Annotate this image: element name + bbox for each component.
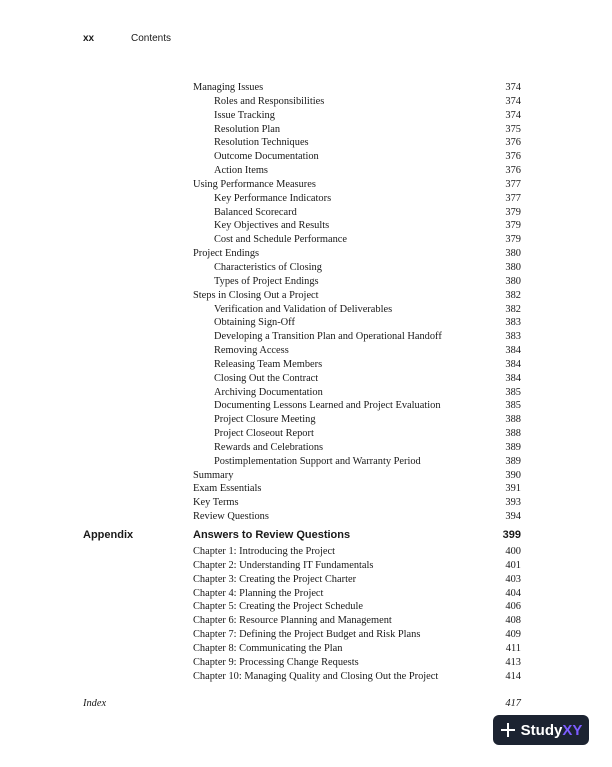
toc-entry-page: 409 bbox=[505, 629, 521, 641]
toc-entry-page: 383 bbox=[505, 331, 521, 343]
toc-entry-title: Chapter 10: Managing Quality and Closing Out the Project bbox=[193, 670, 439, 682]
toc-entry-title: Project Closure Meeting bbox=[214, 414, 316, 426]
toc-entry[interactable] bbox=[193, 164, 521, 178]
toc-entry-title: Roles and Responsibilities bbox=[214, 95, 325, 107]
toc-entry-page: 413 bbox=[505, 656, 521, 668]
badge-text-main: Study bbox=[520, 721, 563, 739]
toc-entry-page: 384 bbox=[505, 372, 521, 384]
toc-entry-page: 374 bbox=[505, 95, 521, 107]
toc-entry[interactable] bbox=[193, 219, 521, 233]
toc-entry-page: 388 bbox=[505, 428, 521, 440]
toc-entry-title: Characteristics of Closing bbox=[214, 261, 322, 273]
toc-entry-page: 375 bbox=[505, 123, 521, 135]
toc-entry[interactable] bbox=[193, 123, 521, 137]
badge-text-accent: XY bbox=[562, 721, 583, 739]
toc-entry[interactable] bbox=[193, 441, 521, 455]
toc-entry-title: Balanced Scorecard bbox=[214, 206, 297, 218]
toc-entry-page: 380 bbox=[505, 275, 521, 287]
toc-entry[interactable] bbox=[193, 600, 521, 614]
toc-entry-title: Key Performance Indicators bbox=[214, 192, 332, 204]
toc-entry-title: Verification and Validation of Deliverables bbox=[214, 303, 393, 315]
toc-entry-page: 393 bbox=[505, 497, 521, 509]
toc-entry[interactable] bbox=[193, 192, 521, 206]
toc-entry[interactable] bbox=[193, 656, 521, 670]
toc-entry-page: 379 bbox=[505, 206, 521, 218]
toc-entry-title: Resolution Plan bbox=[214, 123, 281, 135]
toc-entry-title: Action Items bbox=[214, 165, 268, 177]
toc-entry-title: Chapter 7: Defining the Project Budget and Risk Plans bbox=[193, 629, 421, 641]
toc-entry-title: Chapter 8: Communicating the Plan bbox=[193, 642, 343, 654]
toc-entry-page: 408 bbox=[505, 615, 521, 627]
toc-entry[interactable] bbox=[193, 573, 521, 587]
toc-entry[interactable] bbox=[193, 178, 521, 192]
toc-entry-title: Chapter 1: Introducing the Project bbox=[193, 546, 335, 557]
toc-entry-page: 380 bbox=[505, 261, 521, 273]
toc-entry-page: 384 bbox=[505, 345, 521, 357]
toc-entry-title: Issue Tracking bbox=[214, 109, 275, 121]
toc-entry-title: Resolution Techniques bbox=[214, 137, 309, 149]
toc-entry-title: Obtaining Sign-Off bbox=[214, 317, 295, 329]
toc-entry[interactable] bbox=[193, 628, 521, 642]
toc-entry-page: 376 bbox=[505, 137, 521, 149]
toc-entry-title: Summary bbox=[193, 469, 234, 481]
toc-entry-title: Chapter 3: Creating the Project Charter bbox=[193, 573, 357, 585]
toc-entry-page: 374 bbox=[505, 109, 521, 121]
toc-entry-title: Rewards and Celebrations bbox=[214, 441, 324, 453]
toc-entry-page: 406 bbox=[505, 601, 521, 613]
toc-entry-title: Managing Issues bbox=[193, 82, 264, 93]
appendix-label: Appendix bbox=[83, 529, 134, 541]
toc-entry-page: 380 bbox=[505, 248, 521, 260]
toc-entry[interactable] bbox=[193, 289, 521, 303]
index-entry[interactable] bbox=[83, 697, 521, 711]
toc-entry-page: 377 bbox=[505, 192, 521, 204]
index-label: Index bbox=[83, 698, 107, 709]
toc-entry-title: Exam Essentials bbox=[193, 483, 262, 495]
toc-entry[interactable] bbox=[193, 614, 521, 628]
toc-entry-page: 374 bbox=[505, 82, 521, 93]
toc-entry-title: Releasing Team Members bbox=[214, 358, 323, 370]
toc-entry-title: Archiving Documentation bbox=[214, 386, 323, 398]
toc-list bbox=[193, 81, 521, 524]
studyxy-badge[interactable] bbox=[493, 715, 589, 745]
toc-entry-page: 377 bbox=[505, 178, 521, 190]
toc-entry-page: 388 bbox=[505, 414, 521, 426]
toc-entry-title: Key Terms bbox=[193, 497, 239, 509]
toc-entry[interactable] bbox=[193, 330, 521, 344]
toc-entry[interactable] bbox=[193, 150, 521, 164]
toc-entry[interactable] bbox=[193, 427, 521, 441]
toc-entry[interactable] bbox=[193, 386, 521, 400]
toc-entry-title: Using Performance Measures bbox=[193, 178, 316, 190]
toc-entry[interactable] bbox=[193, 358, 521, 372]
toc-entry[interactable] bbox=[193, 510, 521, 524]
toc-entry-page: 390 bbox=[505, 469, 521, 481]
toc-entry-title: Chapter 5: Creating the Project Schedule bbox=[193, 601, 363, 613]
toc-entry[interactable] bbox=[193, 413, 521, 427]
toc-entry[interactable] bbox=[193, 670, 521, 684]
toc-entry-page: 382 bbox=[505, 289, 521, 301]
toc-entry-page: 376 bbox=[505, 151, 521, 163]
toc-entry-page: 379 bbox=[505, 220, 521, 232]
toc-entry[interactable] bbox=[193, 233, 521, 247]
toc-entry-page: 379 bbox=[505, 234, 521, 246]
toc-entry[interactable] bbox=[193, 303, 521, 317]
toc-entry-page: 384 bbox=[505, 358, 521, 370]
toc-entry-title: Removing Access bbox=[214, 345, 289, 357]
toc-entry[interactable] bbox=[193, 316, 521, 330]
toc-entry-title: Project Endings bbox=[193, 248, 260, 260]
appendix-heading[interactable] bbox=[83, 527, 521, 543]
toc-entry-page: 394 bbox=[505, 511, 521, 523]
toc-entry[interactable] bbox=[193, 136, 521, 150]
toc-entry-title: Postimplementation Support and Warranty Period bbox=[214, 455, 421, 467]
toc-entry[interactable] bbox=[193, 261, 521, 275]
toc-entry[interactable] bbox=[193, 469, 521, 483]
running-head-title: Contents bbox=[131, 33, 172, 44]
appendix-page: 399 bbox=[502, 529, 521, 541]
toc-entry-title: Cost and Schedule Performance bbox=[214, 234, 348, 246]
toc-entry[interactable] bbox=[193, 399, 521, 413]
toc-entry-title: Review Questions bbox=[193, 511, 269, 523]
toc-entry-page: 411 bbox=[505, 642, 521, 654]
toc-entry[interactable] bbox=[193, 642, 521, 656]
appendix-title: Answers to Review Questions bbox=[193, 529, 351, 541]
toc-entry-page: 404 bbox=[505, 587, 521, 599]
toc-entry[interactable] bbox=[193, 455, 521, 469]
toc-entry-page: 400 bbox=[505, 546, 521, 557]
toc-entry[interactable] bbox=[193, 344, 521, 358]
toc-entry[interactable] bbox=[193, 545, 521, 559]
toc-entry-title: Types of Project Endings bbox=[214, 275, 319, 287]
toc-entry-page: 403 bbox=[505, 573, 521, 585]
toc-entry-page: 385 bbox=[505, 386, 521, 398]
toc-entry-title: Steps in Closing Out a Project bbox=[193, 289, 319, 301]
toc-entry-title: Closing Out the Contract bbox=[214, 372, 319, 384]
toc-entry-page: 382 bbox=[505, 303, 521, 315]
toc-entry-title: Chapter 4: Planning the Project bbox=[193, 587, 324, 599]
toc-entry-title: Chapter 9: Processing Change Requests bbox=[193, 656, 359, 668]
toc-entry[interactable] bbox=[193, 95, 521, 109]
toc-entry[interactable] bbox=[193, 109, 521, 123]
toc-entry[interactable] bbox=[193, 496, 521, 510]
toc-entry[interactable] bbox=[193, 559, 521, 573]
toc-entry-title: Chapter 2: Understanding IT Fundamentals bbox=[193, 559, 374, 571]
index-page: 417 bbox=[505, 698, 521, 709]
toc-entry-title: Key Objectives and Results bbox=[214, 220, 330, 232]
page-folio: xx bbox=[83, 33, 95, 44]
toc-entry-page: 383 bbox=[505, 317, 521, 329]
toc-entry-title: Outcome Documentation bbox=[214, 151, 319, 163]
toc-entry-page: 389 bbox=[505, 455, 521, 467]
toc-entry[interactable] bbox=[193, 247, 521, 261]
toc-entry[interactable] bbox=[193, 372, 521, 386]
toc-entry[interactable] bbox=[193, 587, 521, 601]
toc-entry[interactable] bbox=[193, 275, 521, 289]
toc-entry[interactable] bbox=[193, 206, 521, 220]
toc-entry-page: 401 bbox=[505, 559, 521, 571]
toc-entry-page: 385 bbox=[505, 400, 521, 412]
running-head bbox=[83, 33, 171, 44]
toc-entry-page: 376 bbox=[505, 165, 521, 177]
toc-entry-page: 389 bbox=[505, 441, 521, 453]
plus-icon bbox=[500, 722, 516, 738]
toc-entry-title: Developing a Transition Plan and Operational Handoff bbox=[214, 331, 442, 343]
toc-entry-title: Chapter 6: Resource Planning and Management bbox=[193, 615, 392, 627]
appendix-chapter-list bbox=[193, 545, 521, 683]
toc-entry-title: Documenting Lessons Learned and Project Evaluation bbox=[214, 400, 441, 412]
toc-entry-title: Project Closeout Report bbox=[214, 428, 314, 440]
toc-entry-page: 414 bbox=[505, 670, 521, 682]
toc-entry-page: 391 bbox=[505, 483, 521, 495]
toc-entry[interactable] bbox=[193, 81, 521, 95]
toc-entry[interactable] bbox=[193, 482, 521, 496]
